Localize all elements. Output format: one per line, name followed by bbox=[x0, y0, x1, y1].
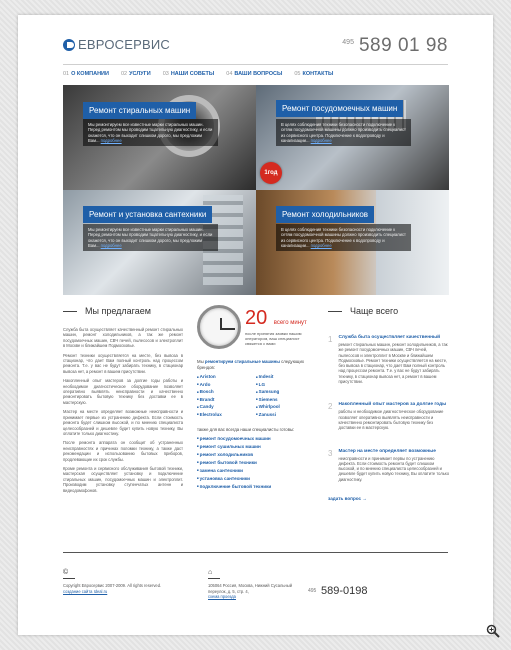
promo-note: после принятия заявки нашим оператором, ваш специалист свяжется с вами bbox=[245, 331, 302, 346]
services-intro: также для вас всегда наши специалисты готовы: bbox=[197, 426, 295, 432]
banner-tile-refrigerators[interactable] bbox=[256, 190, 449, 295]
banner-tile-plumbing[interactable] bbox=[63, 190, 256, 295]
faq-item bbox=[328, 335, 449, 384]
promo-block bbox=[197, 305, 315, 349]
footer-dash bbox=[208, 578, 220, 579]
service-item[interactable]: ■ ремонт бытовой техники bbox=[197, 460, 315, 465]
faq-number: 2 bbox=[328, 402, 333, 412]
tile-title[interactable]: Ремонт и установка сантехники bbox=[83, 206, 212, 223]
promo-text bbox=[245, 308, 307, 346]
logo[interactable] bbox=[63, 37, 170, 52]
heading-dash bbox=[328, 311, 342, 312]
zoom-icon[interactable] bbox=[486, 624, 500, 638]
footer-address bbox=[208, 570, 298, 599]
main-nav bbox=[63, 71, 333, 77]
tile-more-link[interactable]: подробнее bbox=[310, 242, 332, 248]
tile-title[interactable]: Ремонт стиральных машин bbox=[83, 102, 196, 119]
clock-icon bbox=[197, 305, 241, 349]
service-item[interactable]: ■ подключение бытовой техники bbox=[197, 484, 315, 489]
logo-text: ЕВРОСЕРВИС bbox=[78, 37, 170, 52]
brand-item[interactable]: ■ Bosch bbox=[197, 389, 256, 394]
faq-title[interactable]: Служба быта осуществляет качественный bbox=[338, 335, 441, 340]
heading-dash bbox=[63, 311, 77, 312]
footer bbox=[63, 570, 448, 620]
promo-column bbox=[197, 305, 315, 489]
banner-tile-washing-machines[interactable] bbox=[63, 85, 256, 190]
content-columns bbox=[63, 305, 449, 545]
faq-number: 3 bbox=[328, 448, 333, 458]
promo-word: всего минут bbox=[273, 320, 307, 326]
nav-item-services[interactable]: 02 УСЛУГИ bbox=[120, 71, 151, 77]
footer-phone-code: 495 bbox=[308, 588, 317, 594]
banner-tile-dishwashers[interactable] bbox=[256, 85, 449, 190]
brand-item[interactable]: ■ Candy bbox=[197, 404, 256, 409]
offer-paragraph: Мастер на месте определяет возможные неисправности и принимает первые из устранению дефекта. Если стоимость ремонта будет слишком высокой, и по мнению специалиста целесообразней и дешевле будет купить новую технику, Вы оплатите только диагностику. bbox=[63, 409, 183, 436]
offer-paragraph: После ремонта аппарата он сообщит об устраненных неисправностях и причинах поломки технику, а также даст рекомендации и использованию бытовых приборов, продлевающие их срок службы. bbox=[63, 440, 183, 462]
tile-description: В целях соблюдения техники безопасности подключение к сетям посудомоечной машины должно производить специалист из сервисного центра. Подключение к водопроводу и канализации... подробнее bbox=[276, 224, 411, 251]
brand-item[interactable]: ■ Brandt bbox=[197, 397, 256, 402]
faq-number: 1 bbox=[328, 335, 333, 344]
faq-title[interactable]: Накопленный опыт мастеров за долгие годы bbox=[338, 402, 447, 408]
offer-column bbox=[63, 305, 183, 497]
footer-dash bbox=[63, 578, 75, 579]
services-banner bbox=[63, 85, 449, 295]
logo-icon bbox=[63, 39, 75, 51]
tile-more-link[interactable]: подробнее bbox=[310, 137, 332, 143]
services-list bbox=[197, 436, 315, 489]
service-item[interactable]: ■ ремонт сушильных машин bbox=[197, 444, 315, 449]
faq-column bbox=[328, 305, 449, 501]
footer-copyright bbox=[63, 570, 173, 594]
brand-item[interactable]: ■ Siemens bbox=[256, 397, 315, 402]
brand-item[interactable]: ■ Ardo bbox=[197, 382, 256, 387]
offer-paragraph: Ремонт техники осуществляется на месте, без вывоза в стационар, что дает Вам полный контроль над процессом ремонта. Т.е. у вас не будут забирать технику, в стационар вывоза нет, а ремонт в вашем присутствии. bbox=[63, 352, 183, 374]
tile-title[interactable]: Ремонт посудомоечных машин bbox=[276, 100, 403, 117]
nav-item-questions[interactable]: 04 ВАШИ ВОПРОСЫ bbox=[226, 71, 283, 77]
offer-heading: Мы предлагаем bbox=[63, 305, 183, 317]
brand-item[interactable]: ■ Samsung bbox=[256, 389, 315, 394]
offer-paragraph: Накопленный опыт мастеров за долгие годы работы и необходимое диагностическое оборудование позволяет оперативно выявлять неисправности и качественно ремонтировать бытовую технику без доставки ее в мастерскую. bbox=[63, 378, 183, 405]
nav-item-about[interactable]: 01 О КОМПАНИИ bbox=[63, 71, 109, 77]
home-icon: ⌂ bbox=[208, 569, 213, 576]
map-link[interactable]: схема проезда bbox=[208, 593, 236, 599]
tile-description: Мы ремонтируем все известные марки стиральных машин. Перед ремонтом мы проводим тщательную диагностику, и если окажется, что он выходит слишком дорого, мы предложим Вам... подробнее bbox=[83, 119, 218, 146]
faq-title[interactable]: Мастер на месте определяет возможные bbox=[338, 448, 436, 454]
footer-phone: 589-0198 bbox=[321, 585, 368, 597]
tile-more-link[interactable]: подробнее bbox=[100, 137, 122, 143]
faq-text: ремонт стиральных машин, ремонт холодильников, а так же ремонт посудомоечных машин, СВЧ печей, пылесосов и электроплит в Москве и ближайшем Подмосковье. Ремонт техники осуществляется на месте, без вывоза в стационар, что дает Вам полный контроль над процессом ремонта. Т.е. у вас не будут забирать технику, в стационар вывоза нет, а ремонт в вашем присутствии. bbox=[338, 342, 448, 385]
tile-title[interactable]: Ремонт холодильников bbox=[276, 206, 374, 223]
service-item[interactable]: ■ замена сантехники bbox=[197, 468, 315, 473]
faq-text: неисправности и принимает первы по устранению дефекта. Если стоимость ремонта будет слишком высокой, и по мнению специалиста целесообразней и дешевле будет купить новую технику, Вы оплатите только диагностику. bbox=[338, 455, 449, 482]
phone-number: 589 01 98 bbox=[358, 35, 448, 56]
header-divider bbox=[63, 64, 448, 65]
faq-heading: Чаще всего bbox=[328, 305, 449, 317]
address-text: 105064 Россия, Москва, Нижний Сусальный переулок, д. 5, стр. 4, bbox=[208, 583, 292, 594]
header-phone bbox=[342, 35, 448, 57]
brands-list bbox=[197, 374, 315, 417]
service-item[interactable]: ■ ремонт посудомоечных машин bbox=[197, 436, 315, 441]
copyright-text: Copyright Евросервис 2007-2009. All rights reserved. bbox=[63, 583, 162, 589]
service-item[interactable]: ■ установка сантехники bbox=[197, 476, 315, 481]
tile-description: В целях соблюдения техники безопасности подключение к сетям посудомоечной машины должно производить специалист из сервисного центра. Подключение к водопроводу и канализации... подробнее bbox=[276, 119, 411, 146]
brand-item[interactable]: ■ Ariston bbox=[197, 374, 256, 379]
offer-paragraph: Кроме ремонта и сервисного обслуживания бытовой техники, мастерская осуществляет установку и подключение стиральных машин, посудомоечных машин и электроплит. Производим установку ступенчатых антенн и видеодомофонов. bbox=[63, 465, 183, 493]
nav-item-tips[interactable]: 03 НАШИ СОВЕТЫ bbox=[162, 71, 215, 77]
offer-paragraph: Служба быта осуществляет качественный ремонт стиральных машин, ремонт холодильников, а так же ремонт посудомоечных машин, СВЧ печей, пылесосов и электроплит в Москве и ближайшем Подмосковье. bbox=[63, 327, 183, 349]
brand-item[interactable]: ■ Whirlpool bbox=[256, 404, 315, 409]
ask-question-link[interactable]: задать вопрос → bbox=[328, 496, 367, 502]
footer-divider bbox=[63, 552, 448, 553]
brands-intro: Мы ремонтируем стиральные машины следующих брендов: bbox=[197, 359, 305, 370]
tile-description: Мы ремонтируем все известные марки стиральных машин. Перед ремонтом мы проводим тщательную диагностику, и если окажется, что он выходит слишком дорого, мы предложим Вам... подробнее bbox=[83, 224, 218, 251]
service-item[interactable]: ■ ремонт холодильников bbox=[197, 452, 315, 457]
faq-item bbox=[328, 402, 449, 430]
brand-item[interactable]: ■ LG bbox=[256, 382, 315, 387]
site-credit-link[interactable]: создание сайта Ideal.ru bbox=[63, 588, 108, 594]
brand-item[interactable]: ■ Indesit bbox=[256, 374, 315, 379]
brand-item[interactable]: ■ Electrolux bbox=[197, 412, 256, 417]
page bbox=[18, 15, 493, 635]
warranty-badge: 1год bbox=[260, 162, 282, 184]
promo-number: 20 bbox=[245, 307, 268, 329]
brand-item[interactable]: ■ Zanussi bbox=[256, 412, 315, 417]
faq-item bbox=[328, 449, 449, 482]
tile-more-link[interactable]: подробнее bbox=[100, 242, 122, 248]
phone-code: 495 bbox=[342, 39, 354, 46]
copyright-icon: © bbox=[63, 569, 69, 576]
nav-item-contacts[interactable]: 05 КОНТАКТЫ bbox=[294, 71, 334, 77]
faq-text: работы и необходимое диагностическое оборудование позволяет оперативно выявлять неисправности и качественно ремонтировать бытовую технику без доставки ее в мастерскую. bbox=[338, 409, 444, 431]
